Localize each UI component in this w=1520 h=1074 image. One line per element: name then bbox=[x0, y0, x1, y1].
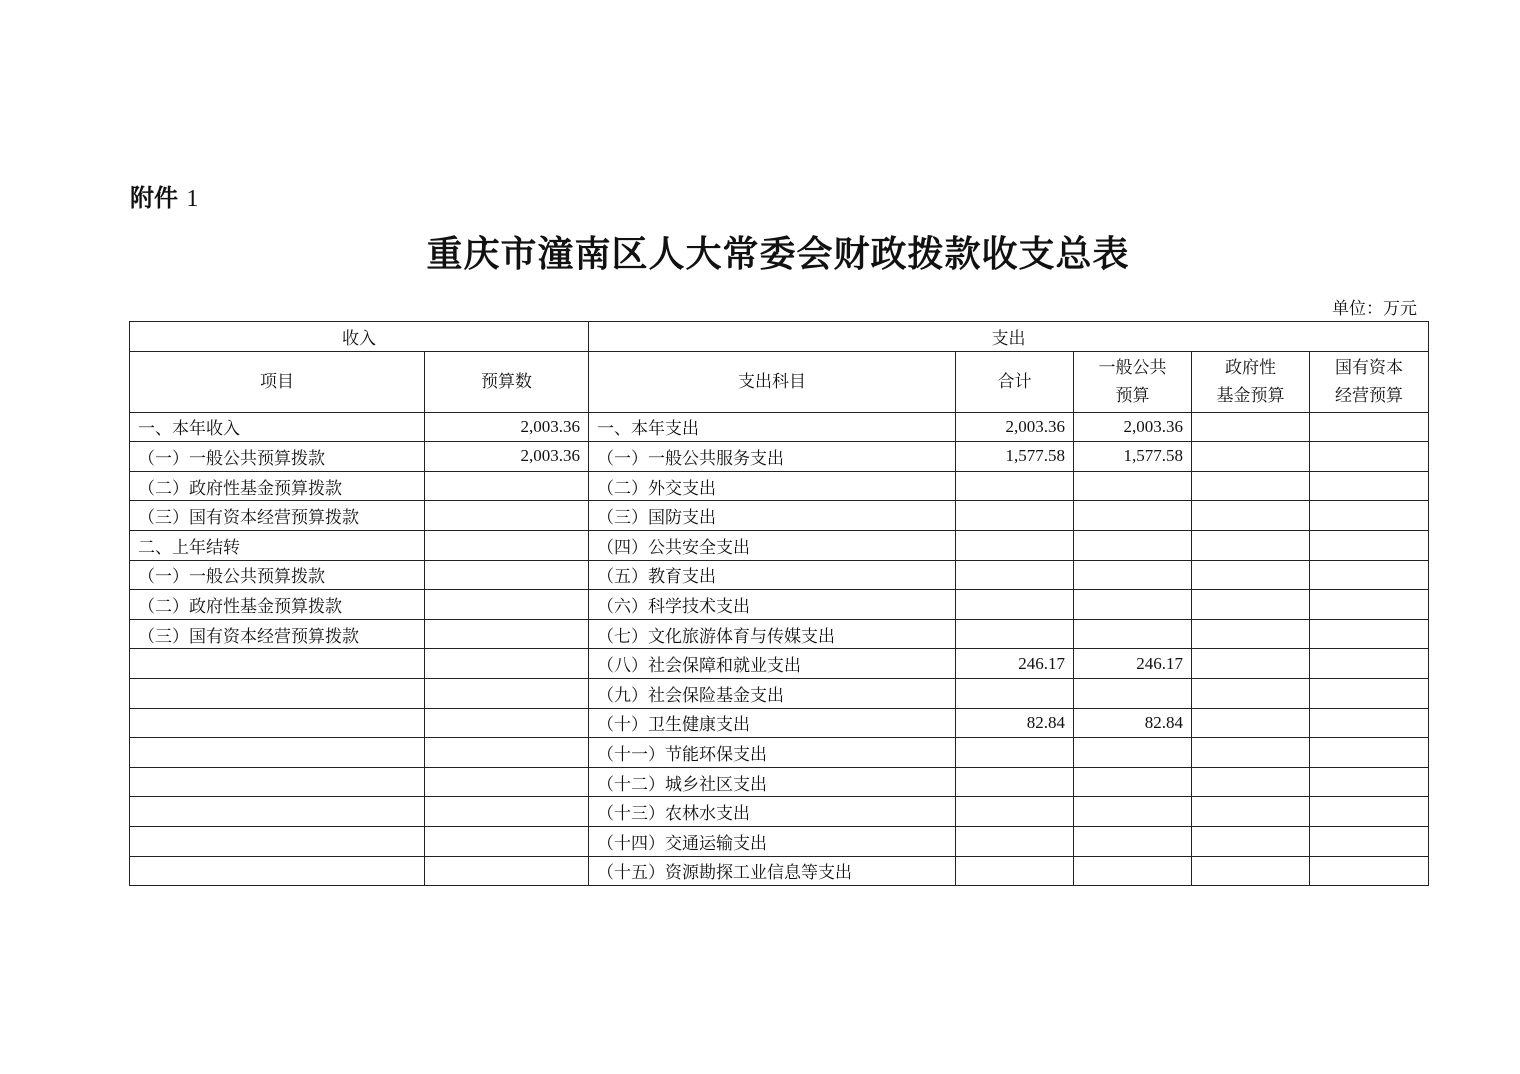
attachment-label-text: 附件 bbox=[130, 184, 178, 212]
fund-budget-cell bbox=[1192, 412, 1310, 442]
total-cell: 1,577.58 bbox=[956, 442, 1074, 472]
table-row bbox=[130, 826, 1429, 856]
column-header-general-line2: 预算 bbox=[1115, 385, 1150, 406]
capital-budget-cell bbox=[1310, 471, 1429, 501]
exp-subject-cell: （二）外交支出 bbox=[589, 471, 956, 501]
fund-budget-cell bbox=[1192, 619, 1310, 649]
page-title: 重庆市潼南区人大常委会财政拨款收支总表 bbox=[426, 233, 1130, 275]
general-budget-cell: 246.17 bbox=[1074, 649, 1192, 679]
income-budget-cell bbox=[425, 856, 589, 886]
table-row bbox=[130, 856, 1429, 886]
table-row bbox=[130, 412, 1429, 442]
table-row bbox=[130, 678, 1429, 708]
table-row bbox=[130, 767, 1429, 797]
income-budget-cell bbox=[425, 708, 589, 738]
total-cell bbox=[956, 530, 1074, 560]
table-row bbox=[130, 471, 1429, 501]
total-cell bbox=[956, 471, 1074, 501]
capital-budget-cell bbox=[1310, 560, 1429, 590]
table-row bbox=[130, 619, 1429, 649]
total-cell: 246.17 bbox=[956, 649, 1074, 679]
table-row bbox=[130, 649, 1429, 679]
general-budget-cell bbox=[1074, 471, 1192, 501]
column-header-capital-line2: 经营预算 bbox=[1335, 385, 1404, 406]
capital-budget-cell bbox=[1310, 501, 1429, 531]
general-budget-cell bbox=[1074, 738, 1192, 768]
table-row bbox=[130, 501, 1429, 531]
fund-budget-cell bbox=[1192, 590, 1310, 620]
income-budget-cell bbox=[425, 767, 589, 797]
table-row bbox=[130, 708, 1429, 738]
fund-budget-cell bbox=[1192, 826, 1310, 856]
income-budget-cell bbox=[425, 649, 589, 679]
exp-subject-cell: （四）公共安全支出 bbox=[589, 530, 956, 560]
income-budget-cell: 2,003.36 bbox=[425, 412, 589, 442]
total-cell bbox=[956, 619, 1074, 649]
column-header-budget: 预算数 bbox=[425, 351, 589, 412]
total-cell bbox=[956, 738, 1074, 768]
fund-budget-cell bbox=[1192, 678, 1310, 708]
income-budget-cell bbox=[425, 530, 589, 560]
column-header-fund-line1: 政府性 bbox=[1225, 357, 1276, 378]
exp-subject-cell: （九）社会保险基金支出 bbox=[589, 678, 956, 708]
fund-budget-cell bbox=[1192, 649, 1310, 679]
total-cell: 82.84 bbox=[956, 708, 1074, 738]
table-row bbox=[130, 590, 1429, 620]
capital-budget-cell bbox=[1310, 708, 1429, 738]
fund-budget-cell bbox=[1192, 797, 1310, 827]
expenditure-group-header: 支出 bbox=[589, 322, 1429, 352]
general-budget-cell bbox=[1074, 619, 1192, 649]
income-budget-cell bbox=[425, 471, 589, 501]
table-row bbox=[130, 797, 1429, 827]
table-row bbox=[130, 442, 1429, 472]
fund-budget-cell bbox=[1192, 442, 1310, 472]
general-budget-cell bbox=[1074, 678, 1192, 708]
capital-budget-cell bbox=[1310, 738, 1429, 768]
income-item-cell bbox=[130, 826, 425, 856]
total-cell bbox=[956, 797, 1074, 827]
capital-budget-cell bbox=[1310, 590, 1429, 620]
capital-budget-cell bbox=[1310, 767, 1429, 797]
fund-budget-cell bbox=[1192, 471, 1310, 501]
budget-table-body bbox=[130, 412, 1429, 886]
general-budget-cell bbox=[1074, 501, 1192, 531]
income-item-cell: （一）一般公共预算拨款 bbox=[130, 560, 425, 590]
income-item-cell bbox=[130, 797, 425, 827]
column-header-fund-line2: 基金预算 bbox=[1216, 385, 1285, 406]
general-budget-cell: 2,003.36 bbox=[1074, 412, 1192, 442]
total-cell bbox=[956, 767, 1074, 797]
general-budget-cell bbox=[1074, 590, 1192, 620]
income-budget-cell bbox=[425, 826, 589, 856]
exp-subject-cell: （七）文化旅游体育与传媒支出 bbox=[589, 619, 956, 649]
column-header-general-line1: 一般公共 bbox=[1098, 357, 1167, 378]
income-item-cell bbox=[130, 678, 425, 708]
income-item-cell: 二、上年结转 bbox=[130, 530, 425, 560]
fund-budget-cell bbox=[1192, 856, 1310, 886]
exp-subject-cell: （三）国防支出 bbox=[589, 501, 956, 531]
column-header-total: 合计 bbox=[956, 351, 1074, 412]
exp-subject-cell: （十二）城乡社区支出 bbox=[589, 767, 956, 797]
capital-budget-cell bbox=[1310, 856, 1429, 886]
fund-budget-cell bbox=[1192, 708, 1310, 738]
fund-budget-cell bbox=[1192, 501, 1310, 531]
income-item-cell: （二）政府性基金预算拨款 bbox=[130, 471, 425, 501]
budget-table bbox=[129, 321, 1429, 886]
exp-subject-cell: 一、本年支出 bbox=[589, 412, 956, 442]
income-item-cell bbox=[130, 856, 425, 886]
capital-budget-cell bbox=[1310, 826, 1429, 856]
attachment-label bbox=[130, 178, 198, 213]
column-header-capital-budget bbox=[1310, 351, 1429, 412]
capital-budget-cell bbox=[1310, 678, 1429, 708]
total-cell: 2,003.36 bbox=[956, 412, 1074, 442]
fund-budget-cell bbox=[1192, 767, 1310, 797]
unit-label: 单位：万元 bbox=[1332, 299, 1417, 319]
income-budget-cell bbox=[425, 501, 589, 531]
general-budget-cell: 1,577.58 bbox=[1074, 442, 1192, 472]
general-budget-cell: 82.84 bbox=[1074, 708, 1192, 738]
income-budget-cell bbox=[425, 619, 589, 649]
exp-subject-cell: （十一）节能环保支出 bbox=[589, 738, 956, 768]
total-cell bbox=[956, 501, 1074, 531]
exp-subject-cell: （六）科学技术支出 bbox=[589, 590, 956, 620]
general-budget-cell bbox=[1074, 826, 1192, 856]
exp-subject-cell: （一）一般公共服务支出 bbox=[589, 442, 956, 472]
table-row bbox=[130, 738, 1429, 768]
table-row bbox=[130, 560, 1429, 590]
income-budget-cell bbox=[425, 738, 589, 768]
capital-budget-cell bbox=[1310, 797, 1429, 827]
income-group-header: 收入 bbox=[130, 322, 589, 352]
income-item-cell: 一、本年收入 bbox=[130, 412, 425, 442]
income-item-cell: （二）政府性基金预算拨款 bbox=[130, 590, 425, 620]
capital-budget-cell bbox=[1310, 442, 1429, 472]
general-budget-cell bbox=[1074, 560, 1192, 590]
general-budget-cell bbox=[1074, 530, 1192, 560]
income-item-cell: （三）国有资本经营预算拨款 bbox=[130, 501, 425, 531]
income-budget-cell bbox=[425, 797, 589, 827]
general-budget-cell bbox=[1074, 856, 1192, 886]
capital-budget-cell bbox=[1310, 649, 1429, 679]
column-header-capital-line1: 国有资本 bbox=[1335, 357, 1404, 378]
capital-budget-cell bbox=[1310, 619, 1429, 649]
total-cell bbox=[956, 560, 1074, 590]
column-header-exp-subject: 支出科目 bbox=[589, 351, 956, 412]
exp-subject-cell: （十三）农林水支出 bbox=[589, 797, 956, 827]
exp-subject-cell: （十）卫生健康支出 bbox=[589, 708, 956, 738]
exp-subject-cell: （十五）资源勘探工业信息等支出 bbox=[589, 856, 956, 886]
income-item-cell bbox=[130, 738, 425, 768]
total-cell bbox=[956, 678, 1074, 708]
income-item-cell: （一）一般公共预算拨款 bbox=[130, 442, 425, 472]
column-header-fund-budget bbox=[1192, 351, 1310, 412]
general-budget-cell bbox=[1074, 767, 1192, 797]
attachment-number: 1 bbox=[186, 186, 199, 212]
table-row bbox=[130, 530, 1429, 560]
fund-budget-cell bbox=[1192, 560, 1310, 590]
income-budget-cell bbox=[425, 678, 589, 708]
general-budget-cell bbox=[1074, 797, 1192, 827]
income-item-cell bbox=[130, 649, 425, 679]
income-budget-cell bbox=[425, 590, 589, 620]
total-cell bbox=[956, 856, 1074, 886]
exp-subject-cell: （十四）交通运输支出 bbox=[589, 826, 956, 856]
total-cell bbox=[956, 826, 1074, 856]
capital-budget-cell bbox=[1310, 530, 1429, 560]
income-item-cell bbox=[130, 708, 425, 738]
income-budget-cell: 2,003.36 bbox=[425, 442, 589, 472]
income-item-cell: （三）国有资本经营预算拨款 bbox=[130, 619, 425, 649]
total-cell bbox=[956, 590, 1074, 620]
exp-subject-cell: （五）教育支出 bbox=[589, 560, 956, 590]
column-header-general-budget bbox=[1074, 351, 1192, 412]
fund-budget-cell bbox=[1192, 530, 1310, 560]
income-budget-cell bbox=[425, 560, 589, 590]
exp-subject-cell: （八）社会保障和就业支出 bbox=[589, 649, 956, 679]
column-header-item: 项目 bbox=[130, 351, 425, 412]
income-item-cell bbox=[130, 767, 425, 797]
fund-budget-cell bbox=[1192, 738, 1310, 768]
capital-budget-cell bbox=[1310, 412, 1429, 442]
